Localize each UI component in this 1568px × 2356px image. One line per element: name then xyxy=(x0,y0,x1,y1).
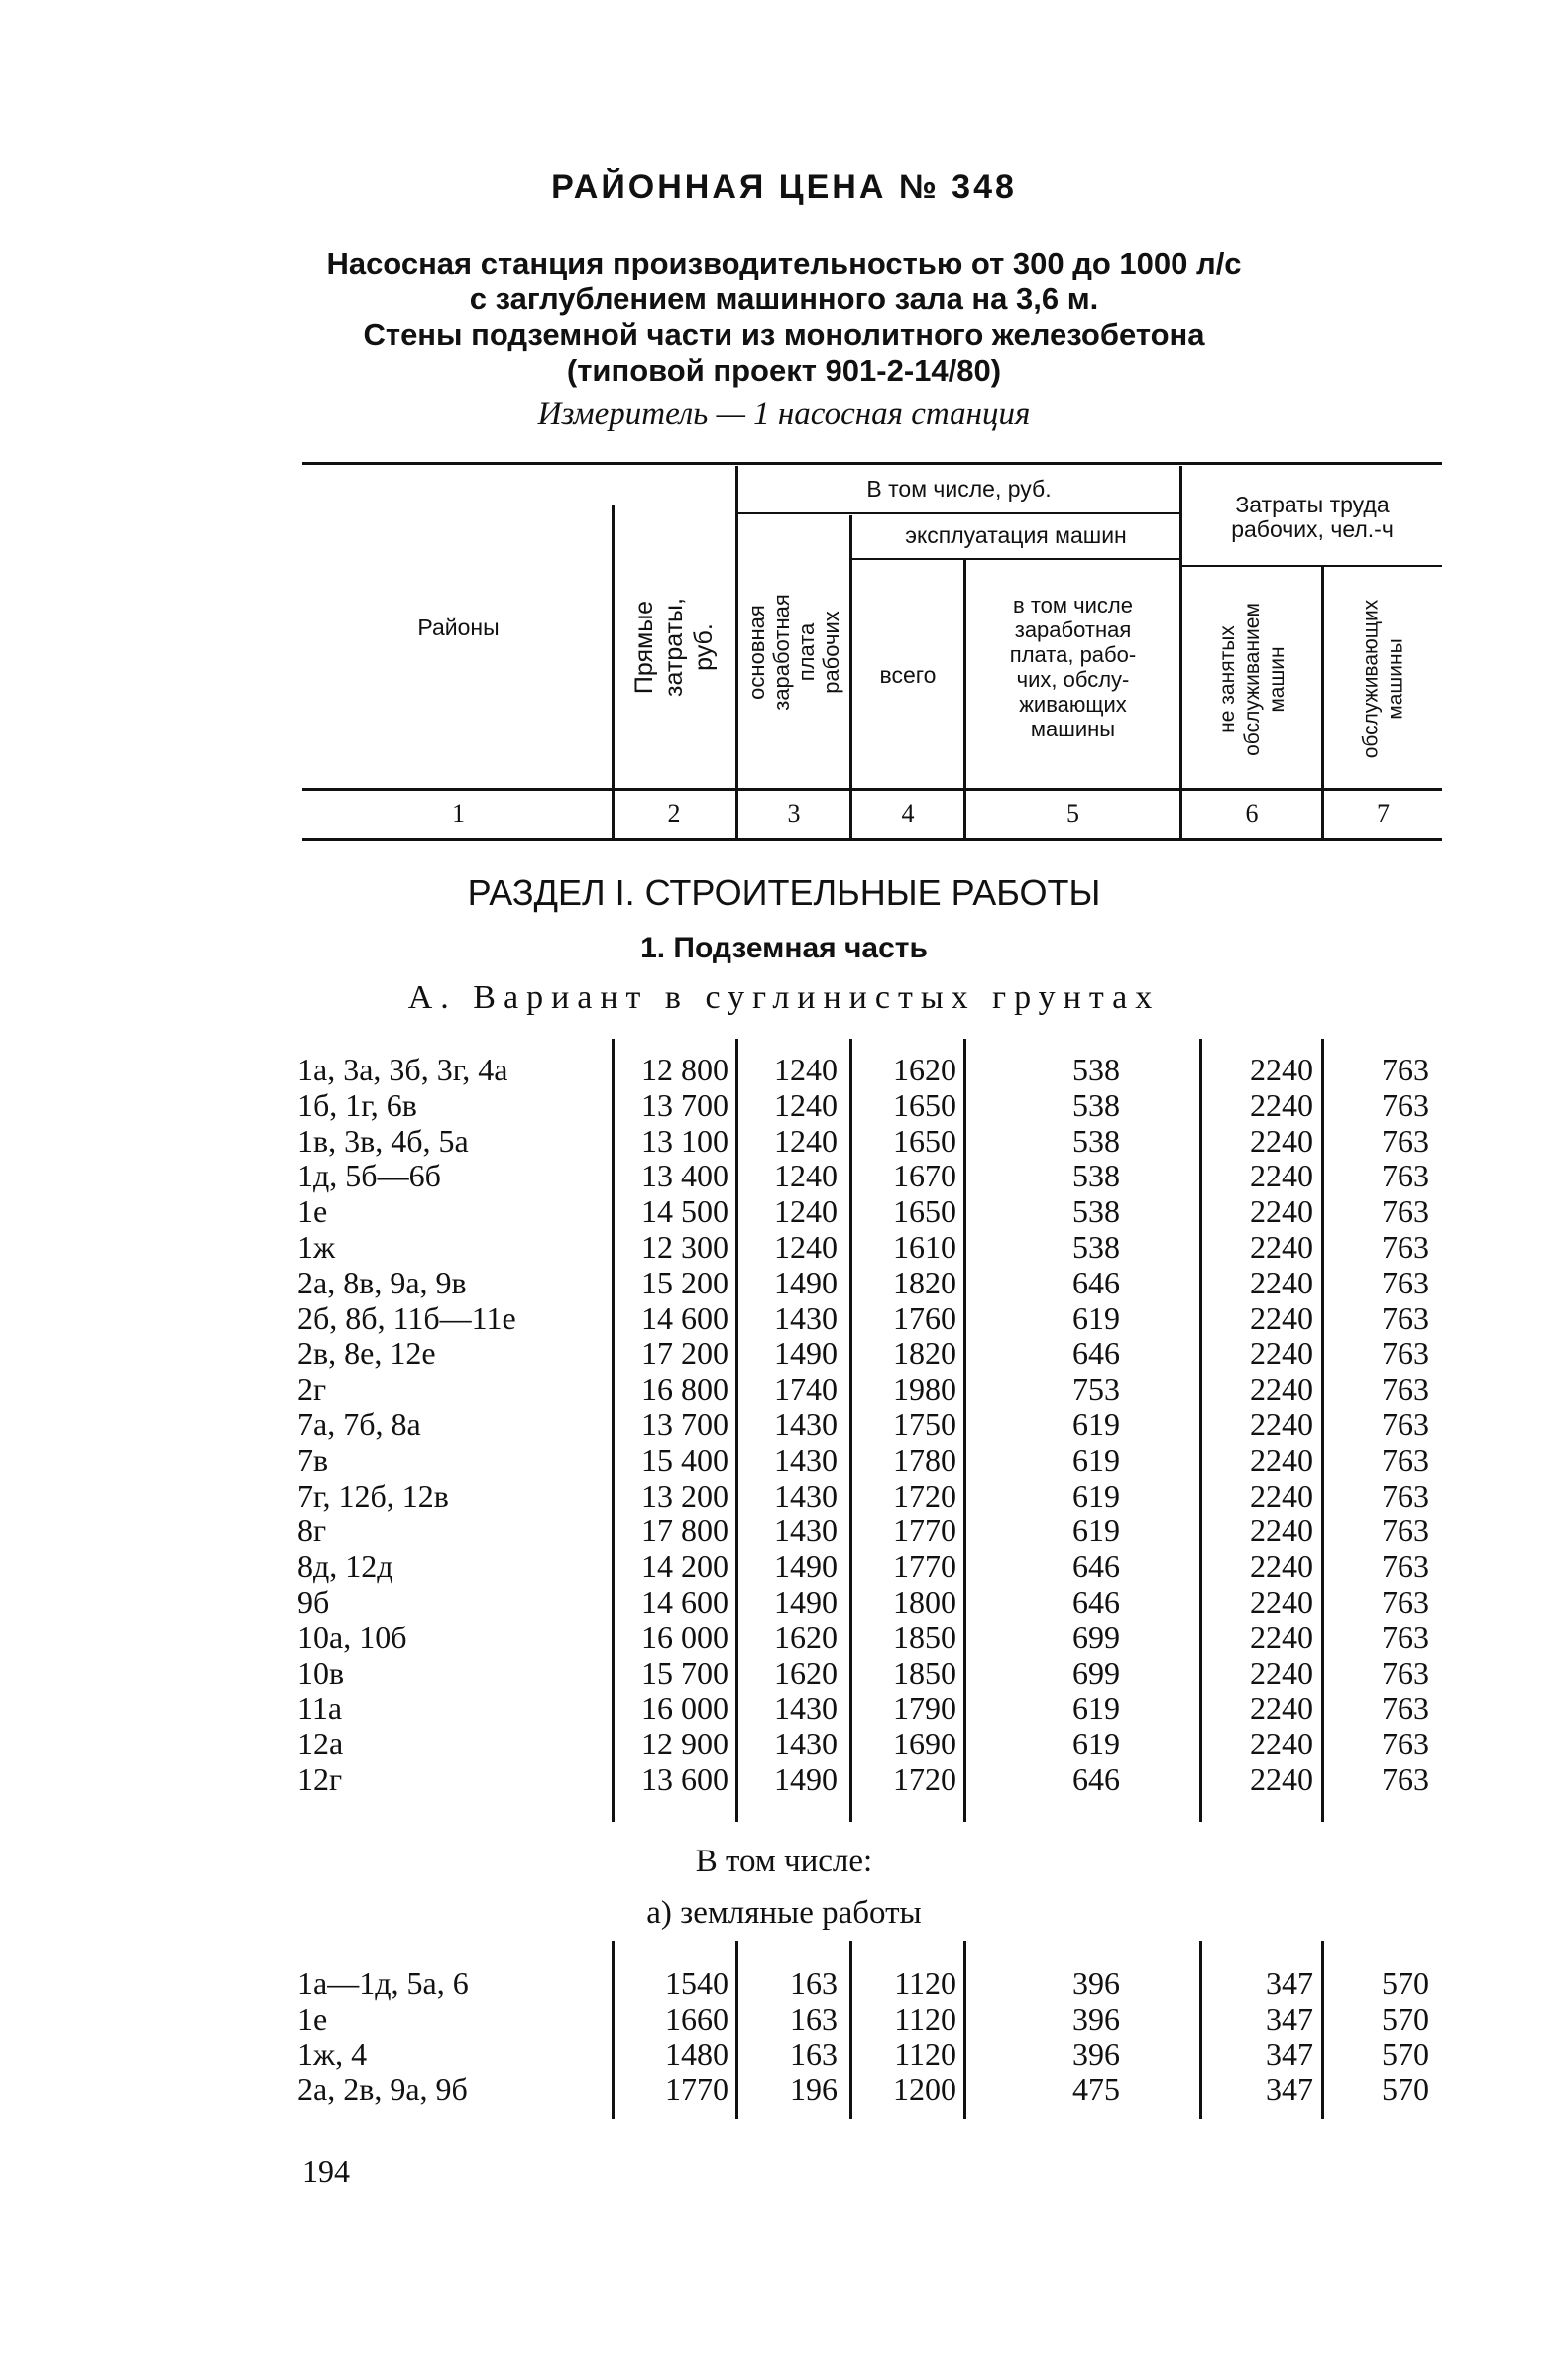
value-cell-c6: 2240 xyxy=(1250,1264,1313,1300)
header-ne-zanyatyh: не занятых обслуживанием машин xyxy=(1215,602,1288,756)
subtitle-line-1: Насосная станция производительностью от 300 до 1000 л/с xyxy=(326,246,1242,280)
table-row xyxy=(0,1266,1568,1301)
table-row xyxy=(0,1691,1568,1727)
value-cell-c6: 2240 xyxy=(1250,1477,1313,1514)
value-cell-c6: 2240 xyxy=(1250,1548,1313,1585)
value-cell-c2: 16 000 xyxy=(641,1619,728,1655)
value-cell-c3: 1240 xyxy=(774,1158,838,1194)
zp-line-2: заработная xyxy=(1014,617,1132,642)
value-cell-c3: 1240 xyxy=(774,1086,838,1123)
zp-line-4: чих, обслу- xyxy=(1016,667,1130,692)
table-row xyxy=(0,1479,1568,1515)
value-cell-c2: 15 700 xyxy=(641,1654,728,1691)
value-cell-c3: 1430 xyxy=(774,1513,838,1549)
header-obsluzh: обслуживающих машины xyxy=(1359,599,1407,759)
value-cell-c4: 1200 xyxy=(893,2071,956,2107)
colnum-bottom-rule xyxy=(302,838,1442,841)
zatraty-rule xyxy=(1179,565,1442,567)
header-osnovnaya: основная заработная плата рабочих xyxy=(744,593,843,711)
value-cell-c2: 13 700 xyxy=(641,1406,728,1442)
value-cell-c7: 763 xyxy=(1382,1086,1429,1123)
value-cell-c3: 1740 xyxy=(774,1371,838,1407)
region-cell: 1в, 3в, 4б, 5а xyxy=(297,1122,469,1159)
subtitle-line-4: (типовой проект 901-2-14/80) xyxy=(566,353,1002,388)
zp-line-3: плата, рабо- xyxy=(1009,642,1137,667)
subtitle-line-3: Стены подземной части из монолитного железобетона xyxy=(363,317,1205,352)
value-cell-c3: 163 xyxy=(790,2036,838,2072)
value-cell-c3: 1620 xyxy=(774,1654,838,1691)
v-tom-chisle-rule xyxy=(738,512,1179,514)
header-vsego: всего xyxy=(879,662,937,688)
value-cell-c4: 1980 xyxy=(893,1371,956,1407)
value-cell-c2: 12 300 xyxy=(641,1229,728,1265)
value-cell-c7: 763 xyxy=(1382,1158,1429,1194)
region-cell: 1е xyxy=(297,1193,328,1230)
table-row xyxy=(0,1301,1568,1337)
value-cell-c6: 2240 xyxy=(1250,1406,1313,1442)
header-obsluzh-cell xyxy=(1324,570,1442,788)
value-cell-c6: 2240 xyxy=(1250,1193,1313,1230)
value-cell-c4: 1750 xyxy=(893,1406,956,1442)
value-cell-c7: 763 xyxy=(1382,1052,1429,1087)
value-cell-c5: 619 xyxy=(1072,1441,1120,1478)
colnum-1: 1 xyxy=(452,799,465,828)
header-v-tom-chisle: В том числе, руб. xyxy=(866,476,1052,502)
header-pryamye-cell xyxy=(615,505,733,788)
value-cell-c4: 1650 xyxy=(893,1193,956,1230)
value-cell-c6: 2240 xyxy=(1250,1052,1313,1087)
region-cell: 2г xyxy=(297,1371,327,1407)
value-cell-c3: 1430 xyxy=(774,1441,838,1478)
region-cell: 9б xyxy=(297,1584,330,1620)
value-cell-c7: 570 xyxy=(1382,2000,1429,2037)
value-cell-c2: 14 600 xyxy=(641,1584,728,1620)
part-heading: 1. Подземная часть xyxy=(640,932,928,964)
region-cell: 10а, 10б xyxy=(297,1619,407,1655)
value-cell-c2: 16 800 xyxy=(641,1371,728,1407)
value-cell-c5: 753 xyxy=(1072,1371,1120,1407)
table-row xyxy=(0,1053,1568,1088)
value-cell-c7: 763 xyxy=(1382,1761,1429,1797)
value-cell-c4: 1820 xyxy=(893,1264,956,1300)
value-cell-c6: 2240 xyxy=(1250,1654,1313,1691)
colnum-5: 5 xyxy=(1066,799,1079,828)
value-cell-c2: 1770 xyxy=(665,2071,728,2107)
value-cell-c7: 570 xyxy=(1382,1965,1429,2001)
value-cell-c4: 1850 xyxy=(893,1654,956,1691)
value-cell-c5: 619 xyxy=(1072,1690,1120,1727)
region-cell: 7г, 12б, 12в xyxy=(297,1477,449,1514)
value-cell-c4: 1620 xyxy=(893,1052,956,1087)
value-cell-c6: 2240 xyxy=(1250,1584,1313,1620)
value-cell-c6: 2240 xyxy=(1250,1335,1313,1372)
value-cell-c6: 2240 xyxy=(1250,1371,1313,1407)
value-cell-c5: 619 xyxy=(1072,1477,1120,1514)
value-cell-c3: 1240 xyxy=(774,1052,838,1087)
region-cell: 12г xyxy=(297,1761,343,1797)
value-cell-c7: 763 xyxy=(1382,1584,1429,1620)
value-cell-c6: 347 xyxy=(1266,2000,1313,2037)
header-bottom-rule xyxy=(302,788,1442,791)
value-cell-c3: 1430 xyxy=(774,1299,838,1336)
page-title: РАЙОННАЯ ЦЕНА № 348 xyxy=(551,168,1017,206)
value-cell-c5: 646 xyxy=(1072,1548,1120,1585)
value-cell-c7: 570 xyxy=(1382,2071,1429,2107)
table-row xyxy=(0,1966,1568,2002)
region-cell: 2б, 8б, 11б—11е xyxy=(297,1299,516,1336)
region-cell: 8д, 12д xyxy=(297,1548,393,1585)
value-cell-c6: 2240 xyxy=(1250,1513,1313,1549)
value-cell-c7: 570 xyxy=(1382,2036,1429,2072)
value-cell-c3: 1240 xyxy=(774,1122,838,1159)
value-cell-c2: 12 800 xyxy=(641,1052,728,1087)
value-cell-c5: 396 xyxy=(1072,2036,1120,2072)
value-cell-c5: 396 xyxy=(1072,2000,1120,2037)
value-cell-c4: 1820 xyxy=(893,1335,956,1372)
table-row xyxy=(0,1514,1568,1549)
table-row xyxy=(0,1407,1568,1443)
value-cell-c3: 1240 xyxy=(774,1229,838,1265)
zp-line-1: в том числе xyxy=(1013,593,1133,617)
value-cell-c4: 1720 xyxy=(893,1477,956,1514)
header-ekspluatatsiya: эксплуатация машин xyxy=(905,522,1127,548)
header-ne-zanyatyh-cell xyxy=(1182,570,1321,788)
value-cell-c2: 13 200 xyxy=(641,1477,728,1514)
region-cell: 10в xyxy=(297,1654,345,1691)
value-cell-c5: 538 xyxy=(1072,1122,1120,1159)
colnum-6: 6 xyxy=(1245,799,1259,828)
region-cell: 1б, 1г, 6в xyxy=(297,1086,417,1123)
value-cell-c4: 1780 xyxy=(893,1441,956,1478)
value-cell-c2: 14 600 xyxy=(641,1299,728,1336)
region-cell: 12а xyxy=(297,1726,344,1762)
value-cell-c3: 1490 xyxy=(774,1761,838,1797)
value-cell-c5: 619 xyxy=(1072,1406,1120,1442)
value-cell-c7: 763 xyxy=(1382,1193,1429,1230)
value-cell-c3: 1430 xyxy=(774,1477,838,1514)
value-cell-c2: 15 400 xyxy=(641,1441,728,1478)
region-cell: 1д, 5б—6б xyxy=(297,1158,441,1194)
value-cell-c5: 475 xyxy=(1072,2071,1120,2107)
value-cell-c6: 2240 xyxy=(1250,1441,1313,1478)
value-cell-c2: 17 200 xyxy=(641,1335,728,1372)
earthworks-label: а) земляные работы xyxy=(646,1895,922,1931)
colnum-2: 2 xyxy=(667,799,681,828)
value-cell-c2: 13 600 xyxy=(641,1761,728,1797)
table-row xyxy=(0,1124,1568,1160)
value-cell-c4: 1770 xyxy=(893,1513,956,1549)
header-zatraty-truda xyxy=(1182,493,1442,542)
colnum-7: 7 xyxy=(1377,799,1390,828)
region-cell: 2а, 8в, 9а, 9в xyxy=(297,1264,467,1300)
value-cell-c6: 2240 xyxy=(1250,1619,1313,1655)
value-cell-c5: 619 xyxy=(1072,1299,1120,1336)
value-cell-c7: 763 xyxy=(1382,1548,1429,1585)
value-cell-c7: 763 xyxy=(1382,1477,1429,1514)
value-cell-c6: 347 xyxy=(1266,2036,1313,2072)
region-cell: 1ж, 4 xyxy=(297,2036,368,2072)
value-cell-c5: 538 xyxy=(1072,1158,1120,1194)
value-cell-c7: 763 xyxy=(1382,1690,1429,1727)
value-cell-c7: 763 xyxy=(1382,1229,1429,1265)
value-cell-c2: 15 200 xyxy=(641,1264,728,1300)
header-rayony: Районы xyxy=(417,615,500,640)
ekspl-rule xyxy=(852,558,1179,560)
table-row xyxy=(0,1549,1568,1585)
value-cell-c3: 1490 xyxy=(774,1335,838,1372)
zatraty-line-2: рабочих, чел.-ч xyxy=(1231,516,1394,542)
region-cell: 1ж xyxy=(297,1229,336,1265)
value-cell-c3: 163 xyxy=(790,1965,838,2001)
value-cell-c4: 1800 xyxy=(893,1584,956,1620)
value-cell-c4: 1850 xyxy=(893,1619,956,1655)
value-cell-c4: 1650 xyxy=(893,1122,956,1159)
value-cell-c7: 763 xyxy=(1382,1654,1429,1691)
table-row xyxy=(0,1372,1568,1407)
value-cell-c5: 619 xyxy=(1072,1726,1120,1762)
value-cell-c4: 1760 xyxy=(893,1299,956,1336)
colnum-3: 3 xyxy=(787,799,801,828)
zp-line-5: живающих xyxy=(1019,692,1127,717)
value-cell-c5: 619 xyxy=(1072,1513,1120,1549)
including-label: В том числе: xyxy=(695,1844,873,1879)
meter-unit: Измеритель — 1 насосная станция xyxy=(537,396,1031,432)
value-cell-c3: 196 xyxy=(790,2071,838,2107)
value-cell-c2: 1480 xyxy=(665,2036,728,2072)
value-cell-c6: 347 xyxy=(1266,2071,1313,2107)
variant-heading: А. Вариант в суглинистых грунтах xyxy=(407,979,1161,1016)
value-cell-c4: 1790 xyxy=(893,1690,956,1727)
value-cell-c7: 763 xyxy=(1382,1406,1429,1442)
value-cell-c7: 763 xyxy=(1382,1441,1429,1478)
zp-line-6: машины xyxy=(1030,717,1116,741)
table-row xyxy=(0,1621,1568,1656)
region-cell: 11а xyxy=(297,1690,343,1727)
value-cell-c2: 13 400 xyxy=(641,1158,728,1194)
value-cell-c5: 699 xyxy=(1072,1619,1120,1655)
value-cell-c7: 763 xyxy=(1382,1335,1429,1372)
page-number: 194 xyxy=(302,2153,350,2188)
value-cell-c6: 2240 xyxy=(1250,1299,1313,1336)
table-row xyxy=(0,1727,1568,1762)
zatraty-line-1: Затраты труда xyxy=(1235,492,1390,517)
value-cell-c7: 763 xyxy=(1382,1513,1429,1549)
value-cell-c6: 2240 xyxy=(1250,1122,1313,1159)
value-cell-c3: 1490 xyxy=(774,1548,838,1585)
value-cell-c3: 1430 xyxy=(774,1406,838,1442)
table-row xyxy=(0,2037,1568,2073)
value-cell-c2: 12 900 xyxy=(641,1726,728,1762)
table-row xyxy=(0,1088,1568,1124)
value-cell-c5: 646 xyxy=(1072,1761,1120,1797)
value-cell-c5: 538 xyxy=(1072,1052,1120,1087)
table-row xyxy=(0,1762,1568,1798)
value-cell-c3: 1490 xyxy=(774,1264,838,1300)
value-cell-c4: 1120 xyxy=(894,1965,956,2001)
value-cell-c7: 763 xyxy=(1382,1122,1429,1159)
value-cell-c3: 1490 xyxy=(774,1584,838,1620)
value-cell-c2: 14 500 xyxy=(641,1193,728,1230)
table-row xyxy=(0,1336,1568,1372)
value-cell-c3: 1430 xyxy=(774,1726,838,1762)
table-row xyxy=(0,1656,1568,1692)
value-cell-c2: 13 700 xyxy=(641,1086,728,1123)
region-cell: 7в xyxy=(297,1441,329,1478)
table-row xyxy=(0,1443,1568,1479)
value-cell-c6: 2240 xyxy=(1250,1086,1313,1123)
region-cell: 8г xyxy=(297,1513,327,1549)
value-cell-c5: 538 xyxy=(1072,1193,1120,1230)
value-cell-c3: 1620 xyxy=(774,1619,838,1655)
table-row xyxy=(0,1194,1568,1230)
value-cell-c6: 2240 xyxy=(1250,1229,1313,1265)
value-cell-c2: 13 100 xyxy=(641,1122,728,1159)
value-cell-c5: 646 xyxy=(1072,1584,1120,1620)
value-cell-c5: 396 xyxy=(1072,1965,1120,2001)
table-row xyxy=(0,1585,1568,1621)
header-top-rule xyxy=(302,462,1442,465)
value-cell-c3: 1240 xyxy=(774,1193,838,1230)
header-pryamye: Прямые затраты, руб. xyxy=(630,597,718,697)
region-cell: 7а, 7б, 8а xyxy=(297,1406,421,1442)
value-cell-c4: 1650 xyxy=(893,1086,956,1123)
value-cell-c5: 646 xyxy=(1072,1264,1120,1300)
table-row xyxy=(0,1230,1568,1266)
value-cell-c3: 1430 xyxy=(774,1690,838,1727)
value-cell-c4: 1720 xyxy=(893,1761,956,1797)
value-cell-c5: 646 xyxy=(1072,1335,1120,1372)
value-cell-c4: 1770 xyxy=(893,1548,956,1585)
value-cell-c2: 1660 xyxy=(665,2000,728,2037)
table-row xyxy=(0,2073,1568,2108)
region-cell: 2а, 2в, 9а, 9б xyxy=(297,2071,468,2107)
value-cell-c2: 14 200 xyxy=(641,1548,728,1585)
value-cell-c4: 1610 xyxy=(893,1229,956,1265)
value-cell-c6: 2240 xyxy=(1250,1726,1313,1762)
value-cell-c7: 763 xyxy=(1382,1299,1429,1336)
value-cell-c5: 699 xyxy=(1072,1654,1120,1691)
header-v-tom-chisle-zp xyxy=(966,593,1179,741)
value-cell-c3: 163 xyxy=(790,2000,838,2037)
value-cell-c4: 1670 xyxy=(893,1158,956,1194)
value-cell-c6: 2240 xyxy=(1250,1158,1313,1194)
value-cell-c6: 2240 xyxy=(1250,1690,1313,1727)
value-cell-c7: 763 xyxy=(1382,1371,1429,1407)
value-cell-c4: 1120 xyxy=(894,2036,956,2072)
value-cell-c7: 763 xyxy=(1382,1726,1429,1762)
value-cell-c6: 347 xyxy=(1266,1965,1313,2001)
section-heading: РАЗДЕЛ I. СТРОИТЕЛЬНЫЕ РАБОТЫ xyxy=(467,872,1101,913)
colnum-4: 4 xyxy=(901,799,915,828)
table-row xyxy=(0,2002,1568,2038)
region-cell: 1а, 3а, 3б, 3г, 4а xyxy=(297,1052,508,1087)
region-cell: 1а—1д, 5а, 6 xyxy=(297,1965,469,2001)
value-cell-c4: 1690 xyxy=(893,1726,956,1762)
value-cell-c5: 538 xyxy=(1072,1086,1120,1123)
value-cell-c6: 2240 xyxy=(1250,1761,1313,1797)
header-osnovnaya-cell xyxy=(738,515,849,788)
value-cell-c2: 16 000 xyxy=(641,1690,728,1727)
value-cell-c7: 763 xyxy=(1382,1264,1429,1300)
subtitle-line-2: с заглублением машинного зала на 3,6 м. xyxy=(469,281,1099,316)
value-cell-c5: 538 xyxy=(1072,1229,1120,1265)
region-cell: 1е xyxy=(297,2000,328,2037)
table-row xyxy=(0,1159,1568,1194)
region-cell: 2в, 8е, 12е xyxy=(297,1335,436,1372)
value-cell-c2: 17 800 xyxy=(641,1513,728,1549)
value-cell-c7: 763 xyxy=(1382,1619,1429,1655)
value-cell-c2: 1540 xyxy=(665,1965,728,2001)
value-cell-c4: 1120 xyxy=(894,2000,956,2037)
